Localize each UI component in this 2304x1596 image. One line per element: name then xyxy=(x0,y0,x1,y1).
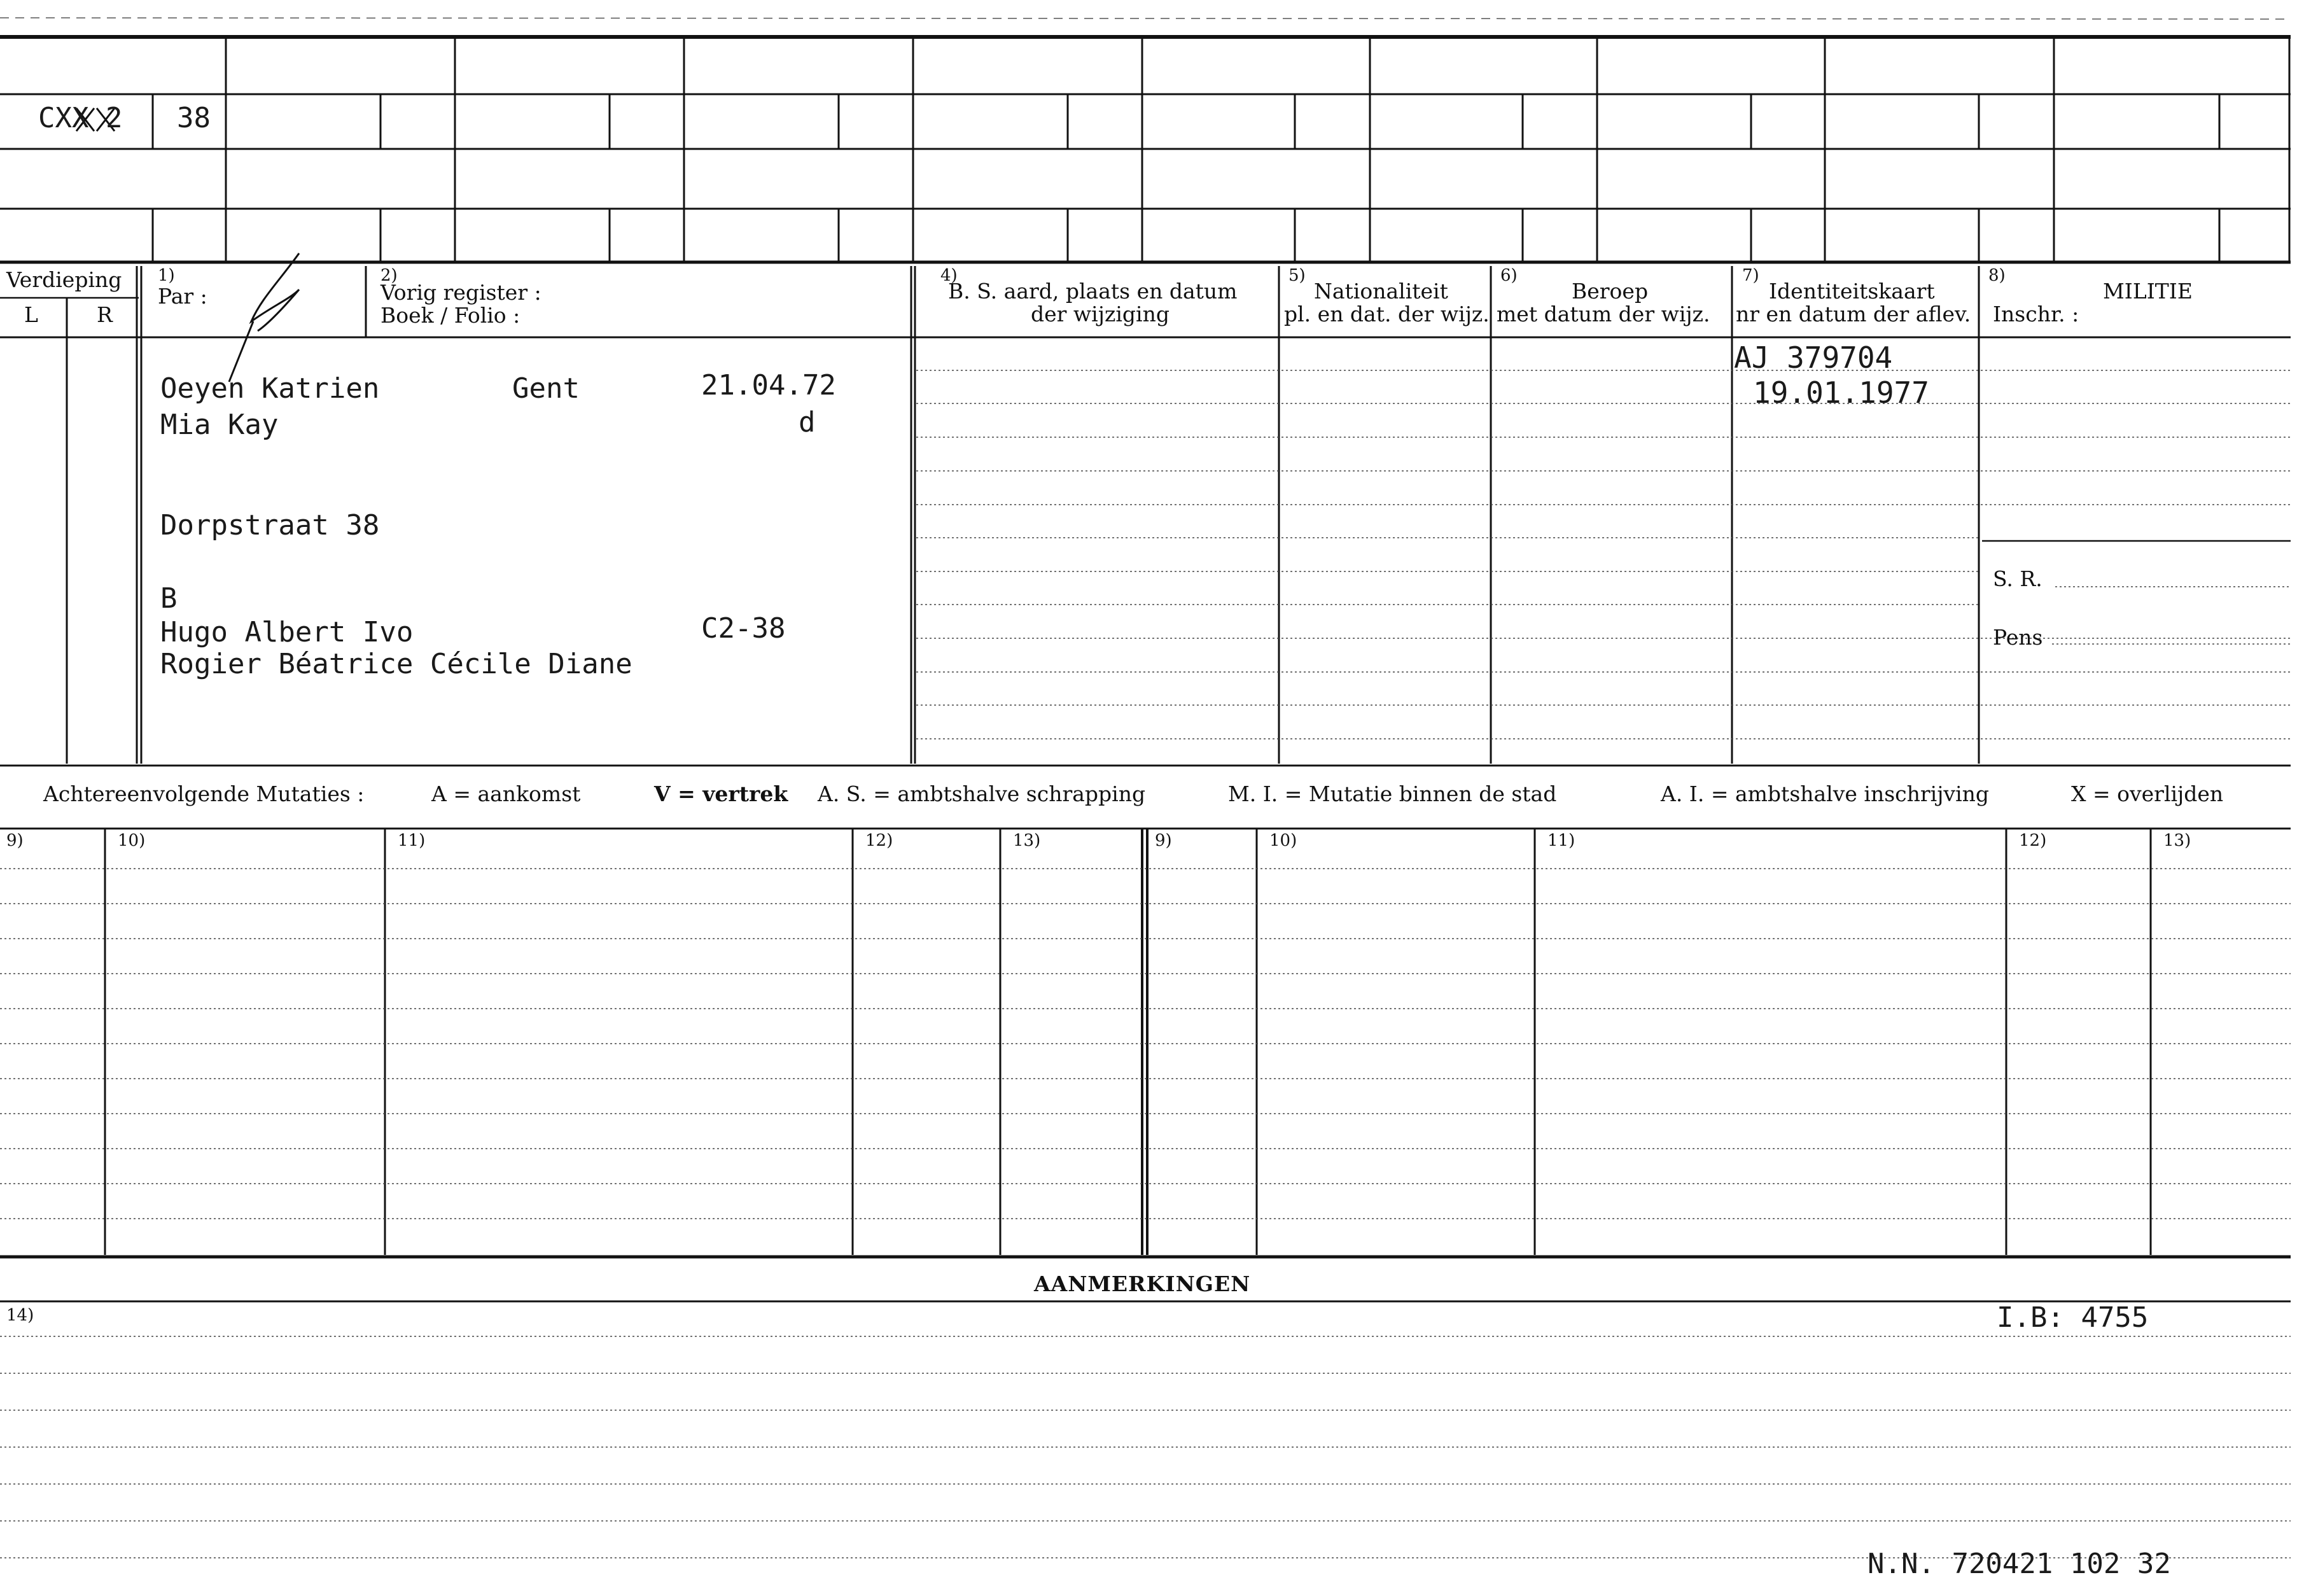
col4-number: 4) xyxy=(940,266,958,285)
entry-given-names: Mia Kay xyxy=(160,409,279,441)
legend-x: X = overlijden xyxy=(2071,781,2224,806)
col5-number: 5) xyxy=(1288,266,1306,285)
pens-label: Pens xyxy=(1993,625,2043,650)
legend-mi: M. I. = Mutatie binnen de stad xyxy=(1228,781,1557,806)
col6-number: 6) xyxy=(1500,266,1518,285)
entry-parent-ref: C2-38 xyxy=(701,612,786,645)
nationaliteit-header: Nationaliteit xyxy=(1314,279,1448,304)
beroep-sub: met datum der wijz. xyxy=(1497,302,1710,326)
mut-col-11: 11) xyxy=(398,831,426,850)
legend-v: V = vertrek xyxy=(654,781,788,806)
par-label: Par : xyxy=(158,284,207,309)
nationaliteit-sub: pl. en dat. der wijz. xyxy=(1284,302,1490,326)
header-code-right: 38 xyxy=(177,102,211,134)
header-code-left: CXX 2 xyxy=(38,102,123,134)
ib-number: I.B: 4755 xyxy=(1997,1301,2149,1334)
l-label: L xyxy=(24,302,38,327)
entry-date: 21.04.72 xyxy=(701,369,836,402)
entry-address: Dorpstraat 38 xyxy=(160,509,380,542)
mut-col-13: 13) xyxy=(1013,831,1041,850)
beroep-header: Beroep xyxy=(1572,279,1649,304)
identiteitskaart-sub: nr en datum der aflev. xyxy=(1736,302,1971,326)
mut-col-11b: 11) xyxy=(1547,831,1575,850)
mut-col-9b: 9) xyxy=(1155,831,1172,850)
col1-number: 1) xyxy=(158,266,175,285)
entry-parent2: Rogier Béatrice Cécile Diane xyxy=(160,648,632,680)
vorig-register-label: Vorig register : xyxy=(381,280,541,305)
mut-col-12b: 12) xyxy=(2019,831,2047,850)
identiteitskaart-header: Identiteitskaart xyxy=(1769,279,1935,304)
inschr-label: Inschr. : xyxy=(1993,302,2079,326)
col7-number: 7) xyxy=(1742,266,1759,285)
entry-sex: d xyxy=(799,406,816,438)
r-label: R xyxy=(97,302,113,327)
bs-header-line1: B. S. aard, plaats en datum xyxy=(948,279,1238,304)
mut-col-10b: 10) xyxy=(1269,831,1297,850)
nn-number: N.N. 720421 102 32 xyxy=(1868,1548,2171,1580)
militie-header: MILITIE xyxy=(2103,279,2193,304)
legend-ai: A. I. = ambtshalve inschrijving xyxy=(1661,781,1990,806)
col2-number: 2) xyxy=(381,266,398,285)
id-card-date: 19.01.1977 xyxy=(1753,375,1929,410)
mut-col-13b: 13) xyxy=(2163,831,2191,850)
entry-name: Oeyen Katrien xyxy=(160,372,380,405)
boek-folio-label: Boek / Folio : xyxy=(381,303,520,328)
aanmerkingen-title: AANMERKINGEN xyxy=(1034,1271,1251,1296)
mut-col-9: 9) xyxy=(6,831,24,850)
verdieping-label: Verdieping xyxy=(6,267,122,292)
aanmerkingen-number: 14) xyxy=(6,1306,34,1325)
bs-header-line2: der wijziging xyxy=(1031,302,1169,326)
col8-number: 8) xyxy=(1988,266,2006,285)
legend-a: A = aankomst xyxy=(431,781,581,806)
entry-place: Gent xyxy=(512,372,580,405)
id-card-number: AJ 379704 xyxy=(1734,340,1893,375)
entry-parent1: Hugo Albert Ivo xyxy=(160,616,414,648)
mut-col-12: 12) xyxy=(865,831,893,850)
mut-col-10: 10) xyxy=(118,831,146,850)
mutaties-label: Achtereenvolgende Mutaties : xyxy=(43,781,365,806)
legend-as: A. S. = ambtshalve schrapping xyxy=(818,781,1146,806)
sr-label: S. R. xyxy=(1993,566,2042,591)
entry-b: B xyxy=(160,582,178,615)
